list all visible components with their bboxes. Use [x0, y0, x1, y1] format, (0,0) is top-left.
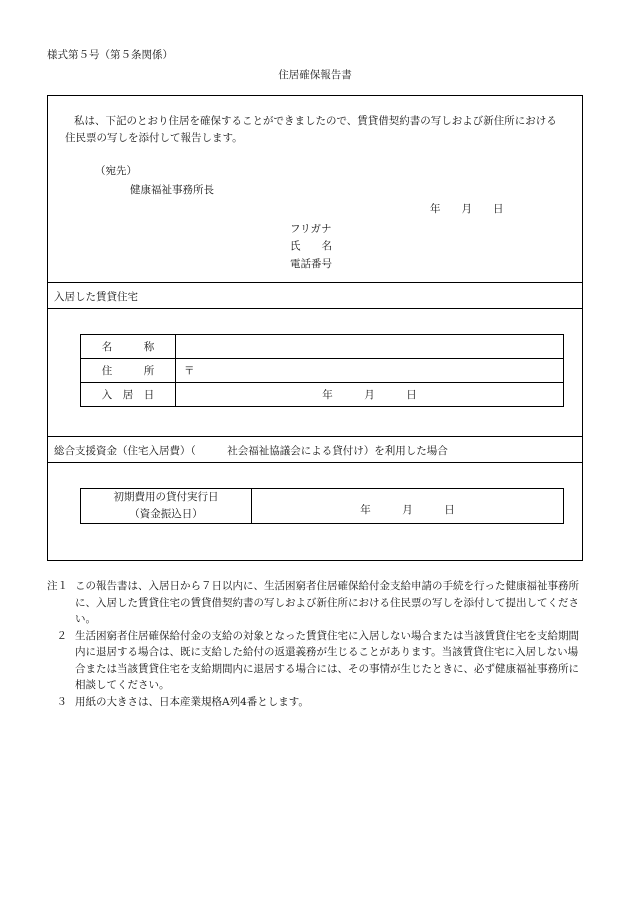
loan-date-label-line-2: （資金振込日）	[129, 508, 203, 520]
move-in-date-field[interactable]: 年 月 日	[176, 383, 564, 407]
table-row	[81, 383, 564, 407]
form-number: 様式第５号（第５条関係）	[47, 49, 173, 61]
loan-date-label	[81, 489, 252, 524]
divider	[48, 462, 582, 463]
notes-section	[47, 578, 587, 710]
note-item	[47, 578, 587, 628]
note-item	[47, 694, 587, 711]
addressee-label: （宛先）	[95, 165, 137, 177]
note-number: ３	[56, 695, 67, 708]
housing-name-label: 名 称	[81, 335, 176, 359]
housing-address-label: 住 所	[81, 359, 176, 383]
note-text: 生活困窮者住居確保給付金の支給の対象となった賃貸住宅に入居しない場合または当該賃貸住宅を支給期間内に退居する場合は、既に支給した給付の返還義務が生じることがあります。当該賃貸住宅に入居しない場合または当該賃貸住宅を支給期間内に退居する場合には、その事情が生じたときに、必ず健康福祉事務所に相談してください。	[75, 629, 579, 691]
divider	[48, 282, 582, 283]
divider	[48, 436, 582, 437]
furigana-label: フリガナ	[290, 223, 332, 235]
report-date-field[interactable]: 年 月 日	[430, 203, 504, 215]
addressee-name: 健康福祉事務所長	[130, 184, 214, 196]
loan-date-field[interactable]: 年 月 日	[252, 489, 564, 524]
note-item	[47, 628, 587, 694]
housing-address-field[interactable]: 〒	[176, 359, 564, 383]
housing-table	[80, 334, 564, 407]
housing-section-title: 入居した賃貸住宅	[54, 291, 138, 303]
applicant-name-label: 氏 名	[290, 240, 332, 252]
intro-line-2: 住民票の写しを添付して報告します。	[65, 132, 243, 144]
table-row	[81, 335, 564, 359]
loan-date-label-line-1: 初期費用の貸付実行日	[113, 491, 219, 503]
loan-date-table	[80, 488, 564, 524]
table-row	[81, 359, 564, 383]
note-number: ２	[56, 629, 67, 642]
note-text: 用紙の大きさは、日本産業規格A列4番とします。	[75, 695, 309, 708]
note-text: この報告書は、入居日から７日以内に、生活困窮者住居確保給付金支給申請の手続を行った健康福祉事務所に、入居した賃貸住宅の賃貸借契約書の写しおよび新住所における住民票の写しを添付して提出してください。	[75, 580, 579, 625]
document-title: 住居確保報告書	[278, 69, 352, 81]
report-form-box	[47, 95, 583, 561]
table-row	[81, 489, 564, 524]
note-number: 注１	[47, 580, 68, 592]
divider	[48, 308, 582, 309]
intro-line-1: 私は、下記のとおり住居を確保することができましたので、賃貸借契約書の写しおよび新住所における	[74, 115, 557, 127]
support-section-title: 総合支援資金（住宅入居費）（ 社会福祉協議会による貸付け）を利用した場合	[54, 445, 448, 457]
phone-number-label: 電話番号	[290, 258, 332, 270]
intro-text	[65, 113, 575, 147]
move-in-date-label: 入 居 日	[81, 383, 176, 407]
housing-name-field[interactable]	[176, 335, 564, 359]
